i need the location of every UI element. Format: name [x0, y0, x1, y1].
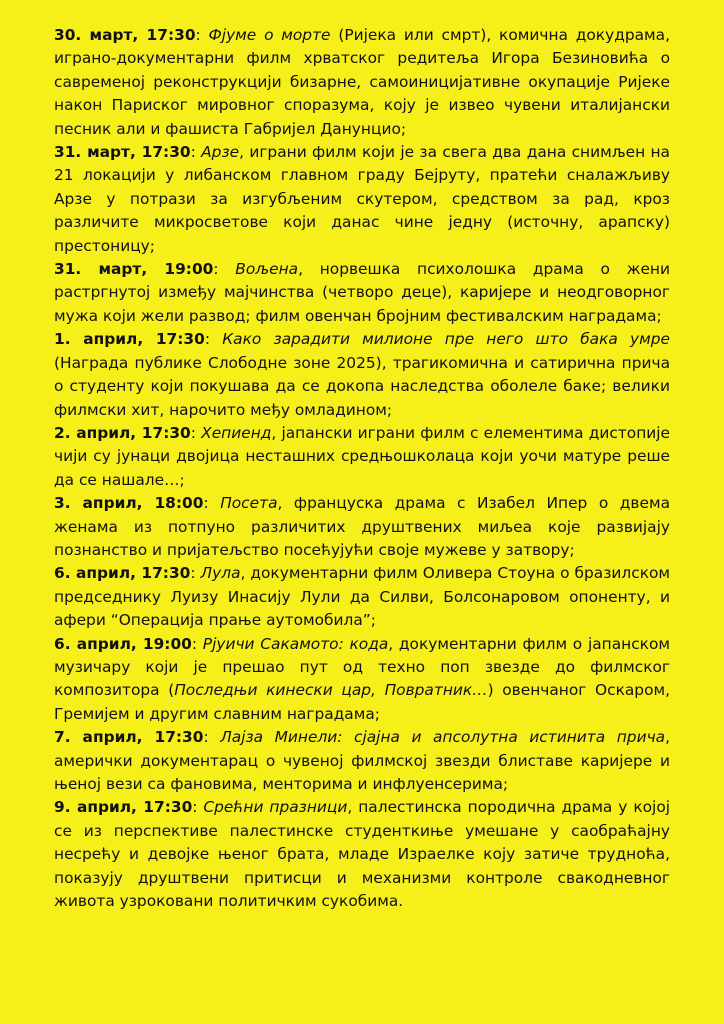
program-entry: [54, 258, 670, 328]
film-description: :: [195, 26, 209, 44]
film-description: , амерички документарац о чувеној филмској звезди блиставе каријере и њеној вези са фановима, менторима и инфлуенсерима;: [54, 728, 670, 793]
program-entry: [54, 562, 670, 632]
film-title: Срећни празници: [203, 798, 348, 817]
film-description: :: [192, 798, 204, 817]
program-entry: [54, 141, 670, 258]
film-title: Последњи кинески цар, Повратник…: [174, 681, 488, 700]
screening-date: 9. април, 17:30: [54, 798, 193, 817]
program-list: [54, 24, 670, 913]
program-entry: [54, 492, 670, 562]
film-description: (Ријека или смрт), комична докудрама, играно-документарни филм хрватског редитеља Игора Безиновића о савременој реконструкцији бизарне, самоиницијативне окупације Ријеке након Париског мировног споразума, коју је извео чувени италијански песник али и фашиста Габријел Данунцио;: [54, 26, 670, 138]
film-description: :: [204, 330, 223, 349]
screening-date: 1. април, 17:30: [54, 330, 205, 349]
film-description: , норвешка психолошка драма о жени растргнутој између мајчинства (четворо деце), каријере и неодговорног мужа који жели развод; филм овенчан бројним фестивалским наградама;: [54, 260, 670, 325]
screening-date: 31. март, 17:30: [54, 143, 191, 162]
program-entry: [54, 796, 670, 913]
film-title: Лајза Минели: сјајна и апсолутна истинита прича: [220, 728, 666, 747]
film-description: :: [213, 260, 236, 279]
film-description: :: [190, 143, 202, 162]
film-description: , палестинска породична драма у којој се из перспективе палестинске студенткиње умешане у саобраћајну несрећу и девојке њеног брата, младе Израелке коју затиче трудноћа, показују друштвени притисци и механизми контроле свакодневног живота узроковани политичким сукобима.: [54, 798, 671, 911]
film-description: , документарни филм о јапанском музичару који је прешао пут од техно поп звезде до филмског композитора (: [54, 634, 670, 700]
film-description: , документарни филм Оливера Стоуна о бразилском председнику Луизу Инасију Лули да Силви, Болсонаровом опоненту, и афери “Операција прање аутомобила”;: [54, 564, 671, 630]
program-entry: [54, 24, 670, 141]
screening-date: 2. април, 17:30: [54, 423, 191, 442]
screening-date: 6. април, 17:30: [54, 564, 191, 583]
film-title: Како зарадити милионе пре него што бака умре: [222, 330, 671, 349]
film-description: , играни филм који је за свега два дана снимљен на 21 локацији у либанском главном граду Бејруту, пратећи сналажљиву Арзе у потрази за изгубљеним скутером, средством за рад, кроз различите микросветове који данас чине једну (источну, арапску) престоницу;: [54, 143, 670, 255]
program-entry: [54, 422, 670, 492]
film-description: :: [203, 728, 221, 747]
film-description: , јапански играни филм с елементима дистопије чији су јунаци двојица несташних средњошколаца који уочи матуре реше да се нашале…;: [54, 423, 671, 489]
film-title: Арзе: [201, 143, 240, 162]
film-title: Лула: [200, 564, 241, 583]
film-description: , француска драма с Изабел Ипер о двема женама из потпуно различитих друштвених миљеа које развијају познанство и пријатељство посећујући своје мужеве у затвору;: [54, 494, 671, 559]
screening-date: 3. април, 18:00: [54, 494, 204, 513]
screening-date: 30. март, 17:30: [54, 26, 196, 44]
film-description: (Награда публике Слободне зоне 2025), трагикомична и сатирична прича о студенту који покушава да се докопа наследства оболеле баке; велики филмски хит, нарочито међу омладином;: [54, 353, 670, 419]
film-title: Хепиенд: [201, 423, 272, 442]
program-entry: [54, 633, 670, 727]
film-description: :: [191, 634, 203, 653]
screening-date: 31. март, 19:00: [54, 260, 214, 279]
film-title: Фјуме о морте: [208, 26, 331, 44]
program-entry: [54, 726, 670, 796]
film-title: Вољена: [235, 260, 299, 279]
film-description: ) овенчаног Оскаром, Гремијем и другим славним наградама;: [54, 681, 670, 723]
program-entry: [54, 328, 670, 422]
film-description: :: [203, 494, 221, 513]
film-description: :: [190, 423, 202, 442]
film-title: Посета: [220, 494, 278, 513]
screening-date: 7. април, 17:30: [54, 728, 204, 747]
screening-date: 6. април, 19:00: [54, 634, 192, 653]
film-title: Рјуичи Сакамото: кода: [202, 634, 389, 653]
film-description: :: [190, 564, 201, 583]
